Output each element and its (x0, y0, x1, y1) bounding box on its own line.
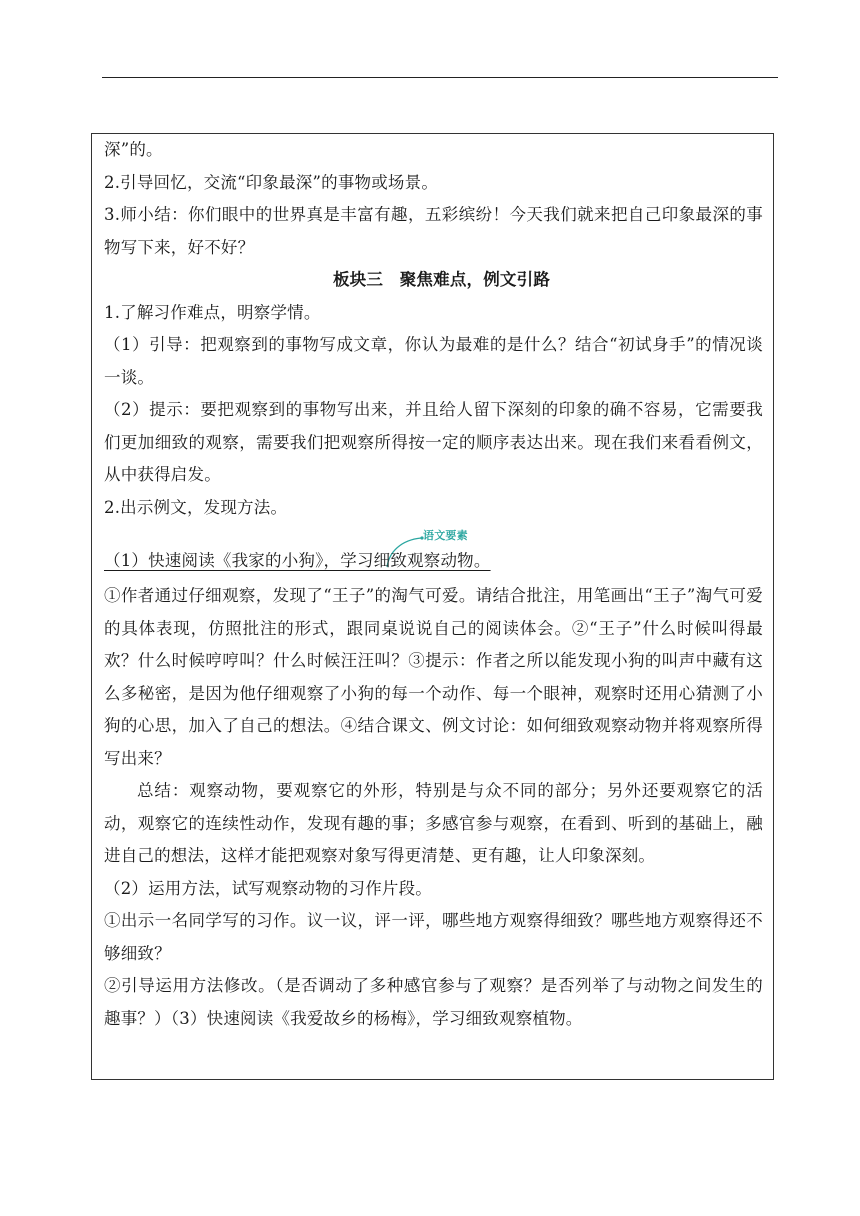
annotated-line (104, 524, 763, 580)
paragraph-continuation: 深”的。 (104, 140, 163, 159)
lesson-content (104, 134, 763, 1035)
paragraph-revise: ②引导运用方法修改。（是否调动了多种感官参与了观察？是否列举了与动物之间发生的趣事？）（3）快速阅读《我爱故乡的杨梅》，学习细致观察植物。 (104, 976, 763, 1028)
paragraph-summary: 3.师小结：你们眼中的世界真是丰富有趣，五彩缤纷！今天我们就来把自己印象最深的事物写下来，好不好？ (104, 205, 763, 257)
annotation-line-wrapper (104, 545, 763, 578)
paragraph-hint: （2）提示：要把观察到的事物写出来，并且给人留下深刻的印象的确不容易，它需要我们更加细致的观察，需要我们把观察所得按一定的顺序表达出来。现在我们来看看例文，从中获得启发。 (104, 400, 763, 484)
header-rule (102, 77, 778, 78)
paragraph-example: 2.出示例文，发现方法。 (104, 497, 288, 517)
paragraph-conclusion: 总结：观察动物，要观察它的外形，特别是与众不同的部分；另外还要观察它的活动，观察它的连续性动作，发现有趣的事；多感官参与观察，在看到、听到的基础上，融进自己的想法，这样才能把观察对象写得更清楚、更有趣，让人印象深刻。 (104, 781, 763, 865)
paragraph-read-dog: （1）快速阅读《我家的小狗》，学习细致观察动物。 (104, 550, 491, 570)
paragraph-guide: （1）引导：把观察到的事物写成文章，你认为最难的是什么？结合“初试身手”的情况谈一谈。 (104, 335, 763, 387)
paragraph-difficulty: 1.了解习作难点，明察学情。 (104, 302, 321, 322)
paragraph-recall: 2.引导回忆，交流“印象最深”的事物或场景。 (104, 172, 439, 192)
annotation-tag: 语文要素 (423, 529, 468, 542)
section-title: 板块三 聚焦难点，例文引路 (332, 270, 551, 289)
paragraph-questions: ①作者通过仔细观察，发现了“王子”的淘气可爱。请结合批注，用笔画出“王子”淘气可爱的具体表现，仿照批注的形式，跟同桌说说自己的阅读体会。②“王子”什么时候叫得最欢？什么时候哼哼叫？什么时候汪汪叫？③提示：作者之所以能发现小狗的叫声中藏有这么多秘密，是因为他仔细观察了小狗的每一个动作、每一个眼神，观察时还用心猜测了小狗的心思，加入了自己的想法。④结合课文、例文讨论：如何细致观察动物并将观察所得写出来？ (104, 586, 763, 768)
paragraph-practice: （2）运用方法，试写观察动物的习作片段。 (104, 878, 432, 898)
paragraph-evaluate: ①出示一名同学写的习作。议一议，评一评，哪些地方观察得细致？哪些地方观察得还不够细致？ (104, 911, 763, 963)
lesson-plan-cell (91, 133, 774, 1080)
